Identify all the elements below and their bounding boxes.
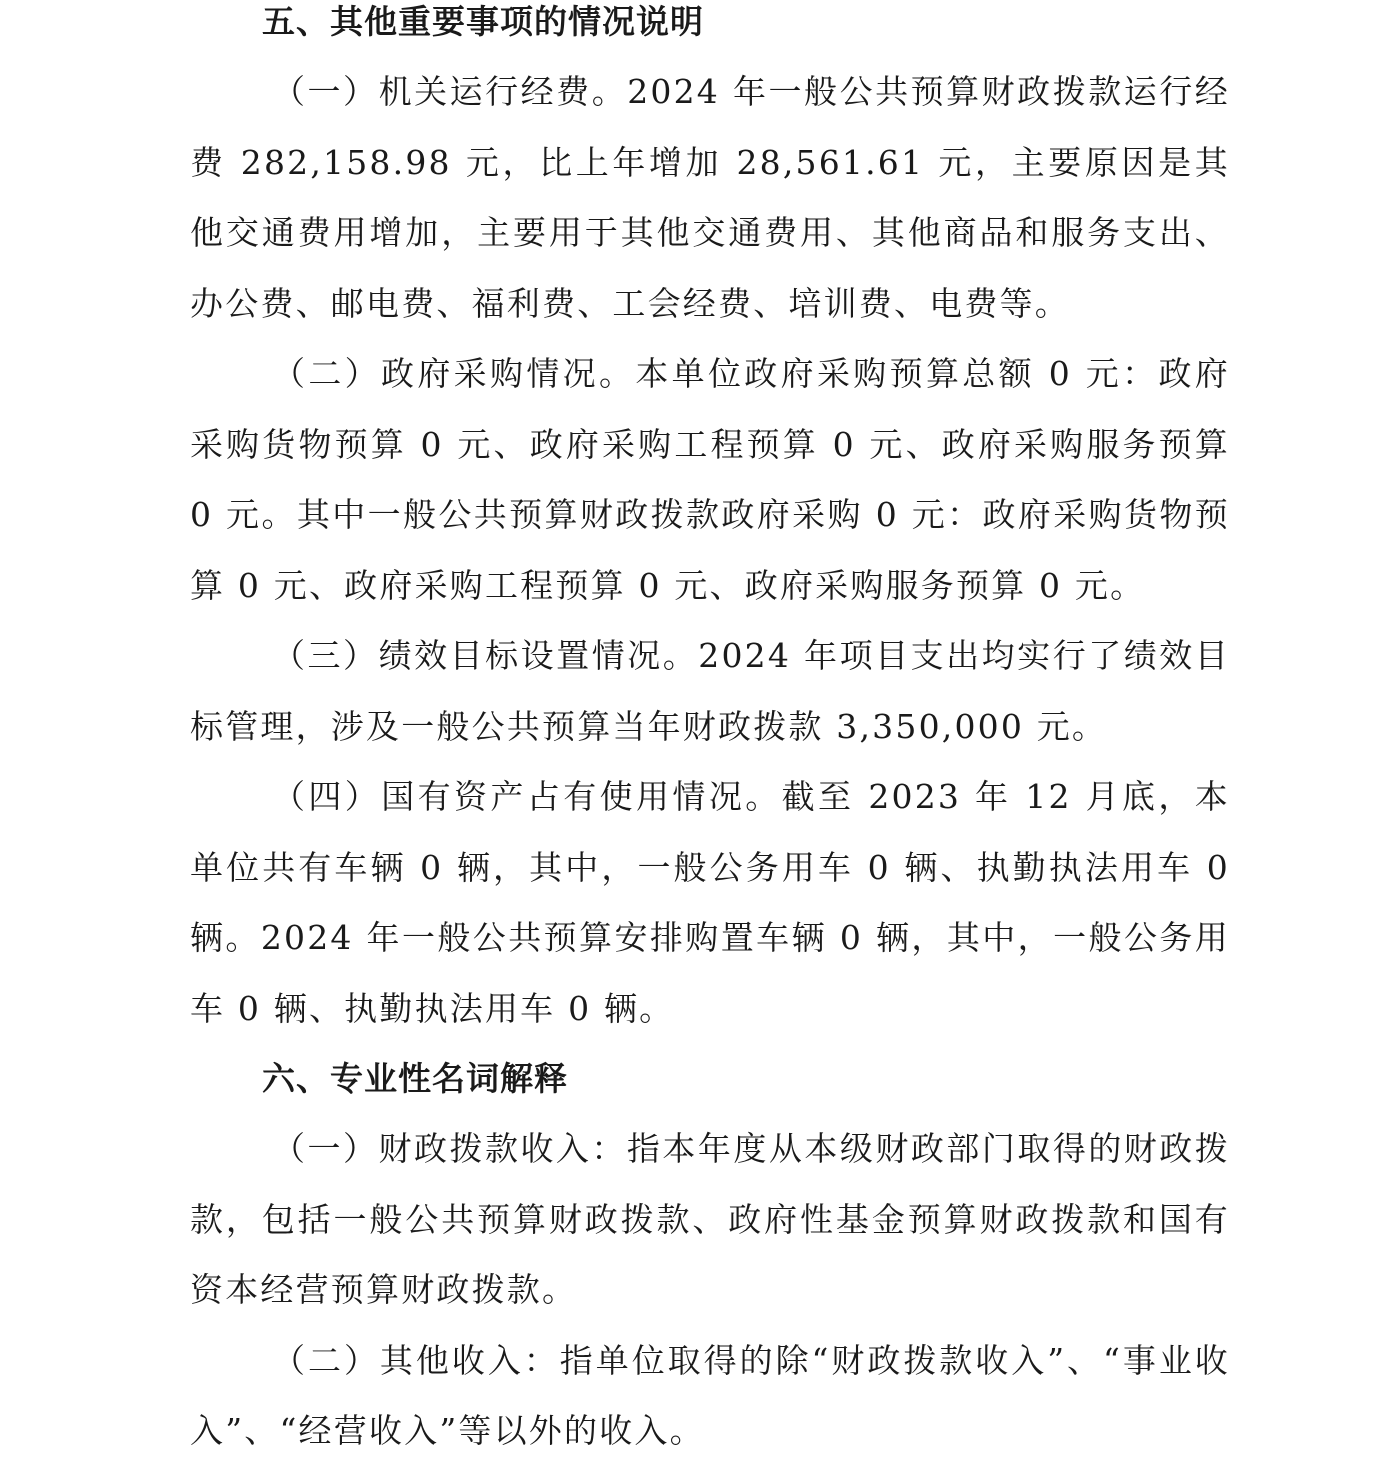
paragraph-state-assets: （四）国有资产占有使用情况。截至 2023 年 12 月底，本单位共有车辆 0 辆，其中，一般公务用车 0 辆、执勤执法用车 0 辆。2024 年一般公共预算安排购置车辆 0 辆，其中，一般公务用车 0 辆、执勤执法用车 0 辆。 — [190, 777, 1230, 1028]
section-heading-other-matters: 五、其他重要事项的情况说明 — [262, 2, 704, 41]
paragraph-operating-expenses: （一）机关运行经费。2024 年一般公共预算财政拨款运行经费 282,158.98 元，比上年增加 28,561.61 元，主要原因是其他交通费用增加，主要用于其他交通费用、其他商品和服务支出、办公费、邮电费、福利费、工会经费、培训费、电费等。 — [190, 72, 1230, 323]
paragraph-fiscal-appropriation-income: （一）财政拨款收入：指本年度从本级财政部门取得的财政拨款，包括一般公共预算财政拨款、政府性基金预算财政拨款和国有资本经营预算财政拨款。 — [190, 1129, 1230, 1309]
paragraph-performance-targets: （三）绩效目标设置情况。2024 年项目支出均实行了绩效目标管理，涉及一般公共预算当年财政拨款 3,350,000 元。 — [190, 636, 1230, 746]
document-page — [190, 0, 1230, 1467]
paragraph-other-income: （二）其他收入：指单位取得的除“财政拨款收入”、“事业收入”、“经营收入”等以外的收入。 — [190, 1340, 1230, 1450]
section-heading-terminology: 六、专业性名词解释 — [262, 1059, 568, 1098]
paragraph-government-procurement: （二）政府采购情况。本单位政府采购预算总额 0 元：政府采购货物预算 0 元、政府采购工程预算 0 元、政府采购服务预算 0 元。其中一般公共预算财政拨款政府采购 0 元：政府采购货物预算 0 元、政府采购工程预算 0 元、政府采购服务预算 0 元。 — [190, 354, 1230, 605]
